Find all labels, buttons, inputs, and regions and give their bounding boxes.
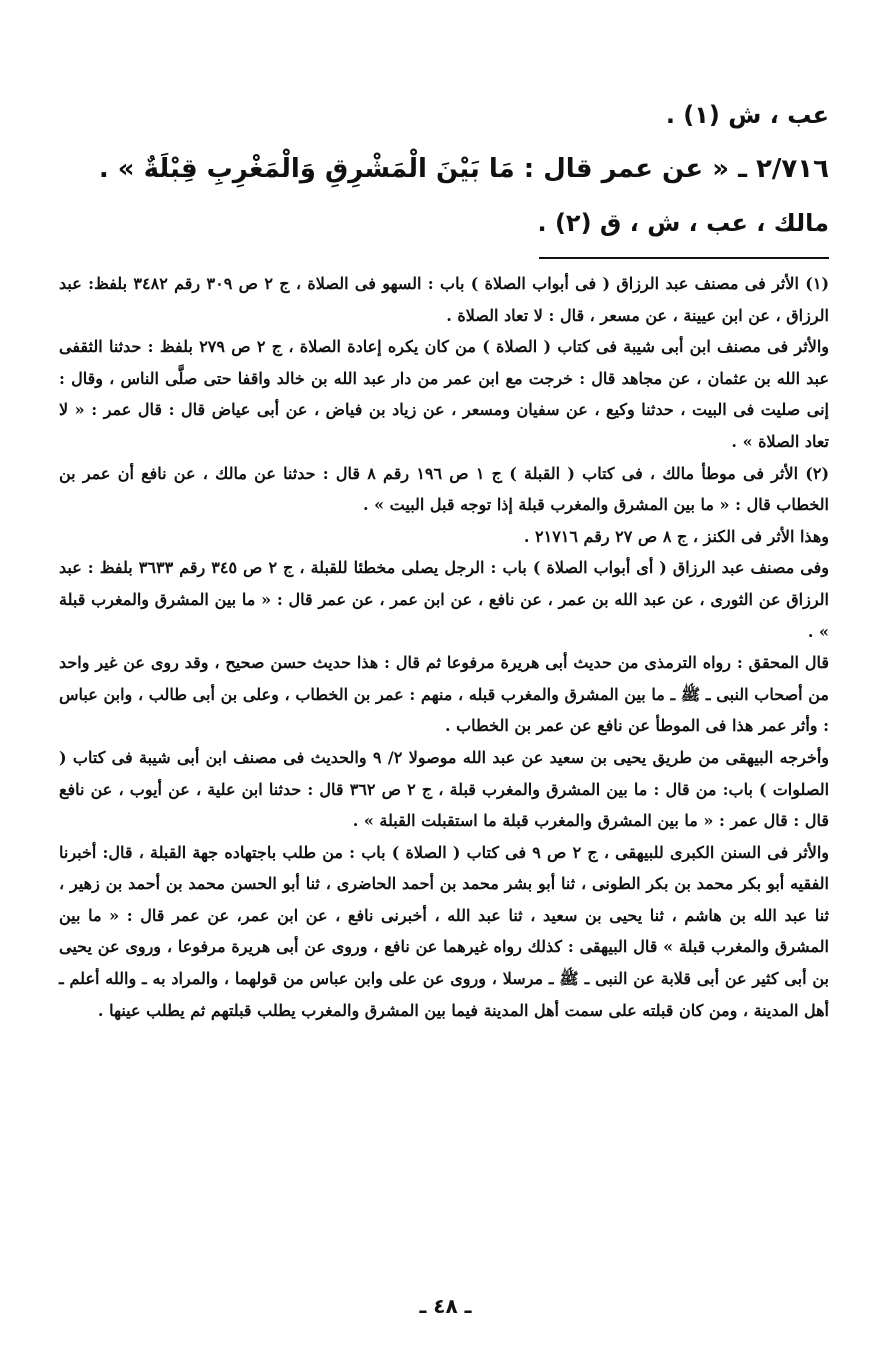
main-line-sources-2: مالك ، عب ، ش ، ق (٢) . (537, 209, 829, 237)
footnote-paragraph: والأثر فى مصنف ابن أبى شيبة فى كتاب ( الصلاة ) من كان يكره إعادة الصلاة ، ج ٢ ص ٢٧٩ بلفظ : حدثنا الثقفى عبد الله بن عثمان ، عن مجاهد قال : خرجت مع ابن عمر من دار عبد الله بن خالد واقفا حتى صلَّى الناس ، وقال : إنى صليت فى البيت ، حدثنا وكيع ، عن سفيان ومسعر ، عن زياد بن فياض ، عن أبى عياض قال : قال عمر : « لا تعاد الصلاة » . (59, 337, 830, 451)
main-line-sources: عب ، ش (١) . (665, 101, 829, 129)
main-line-athar-716: ٢/٧١٦ ـ « عن عمر قال : مَا بَيْنَ الْمَشْرِقِ وَالْمَغْرِبِ قِبْلَةٌ » . (98, 154, 829, 184)
footnote-paragraph: وأخرجه البيهقى من طريق يحيى بن سعيد عن عبد الله موصولا ٢/ ٩ والحديث فى مصنف ابن أبى شيبة فى كتاب ( الصلوات ) باب: من قال : ما بين المشرق والمغرب قبلة ، ج ٢ ص ٣٦٢ قال : حدثنا ابن علية ، عن أيوب ، عن نافع قال : قال عمر : « ما بين المشرق والمغرب قبلة ما استقبلت القبلة » . (59, 747, 830, 831)
footnotes (59, 268, 829, 1026)
main-text (99, 88, 829, 250)
footnote-paragraph: وهذا الأثر فى الكنز ، ج ٨ ص ٢٧ رقم ٢١٧١٦ . (523, 526, 829, 546)
footnote-2: (٢) الأثر فى موطأ مالك ، فى كتاب ( القبلة ) ج ١ ص ١٩٦ رقم ٨ قال : حدثنا عن مالك ، عن نافع أن عمر بن الخطاب قال : « ما بين المشرق والمغرب قبلة إذا توجه قبل البيت » . (59, 463, 830, 515)
footnote-paragraph: والأثر فى السنن الكبرى للبيهقى ، ج ٢ ص ٩ فى كتاب ( الصلاة ) باب : من طلب باجتهاده جهة القبلة ، قال: أخبرنا الفقيه أبو بكر محمد بن بكر الطونى ، ثنا أبو بشر محمد بن أحمد الحاضرى ، ثنا أبو الحسن محمد بن أحمد بن زهير ، ثنا عبد الله بن هاشم ، ثنا يحيى بن سعيد ، ثنا عبد الله ، أخبرنى نافع ، عن ابن عمر، عن عمر قال : « ما بين المشرق والمغرب قبلة » قال البيهقى : كذلك رواه غيرهما عن نافع ، وروى عن أبى هريرة مرفوعا ، وروى عن يحيى بن أبى كثير عن أبى قلابة عن النبى ـ ﷺ ـ مرسلا ، وروى عن على وابن عباس من قولهما ، والمراد به ـ والله أعلم ـ أهل المدينة ، ومن كان قبلته على سمت أهل المدينة فيما بين المشرق والمغرب يطلب قبلتهم ثم يطلب عينها . (59, 842, 829, 1020)
footnote-paragraph: قال المحقق : رواه الترمذى من حديث أبى هريرة مرفوعا ثم قال : هذا حديث حسن صحيح ، وقد روى عن غير واحد من أصحاب النبى ـ ﷺ ـ ما بين المشرق والمغرب قبله ، منهم : عمر بن الخطاب ، وعلى بن أبى طالب ، وابن عباس : وأثر عمر هذا فى الموطأ عن نافع عن عمر بن الخطاب . (59, 653, 829, 736)
footnote-1: (١) الأثر فى مصنف عبد الرزاق ( فى أبواب الصلاة ) باب : السهو فى الصلاة ، ج ٢ ص ٣٠٩ رقم ٣٤٨٢ بلفظ: عبد الرزاق ، عن ابن عيينة ، عن مسعر ، قال : لا تعاد الصلاة . (59, 274, 830, 325)
page-number: ـ ٤٨ ـ (419, 1294, 472, 1318)
footnote-paragraph: وفى مصنف عبد الرزاق ( أى أبواب الصلاة ) باب : الرجل يصلى مخطئا للقبلة ، ج ٢ ص ٣٤٥ رقم ٣٦٣٣ بلفظ : عبد الرزاق عن الثورى ، عن عبد الله بن عمر ، عن نافع ، عن ابن عمر ، عن عمر قال : « ما بين المشرق والمغرب قبلة » . (59, 558, 830, 641)
footnote-divider (539, 257, 829, 259)
